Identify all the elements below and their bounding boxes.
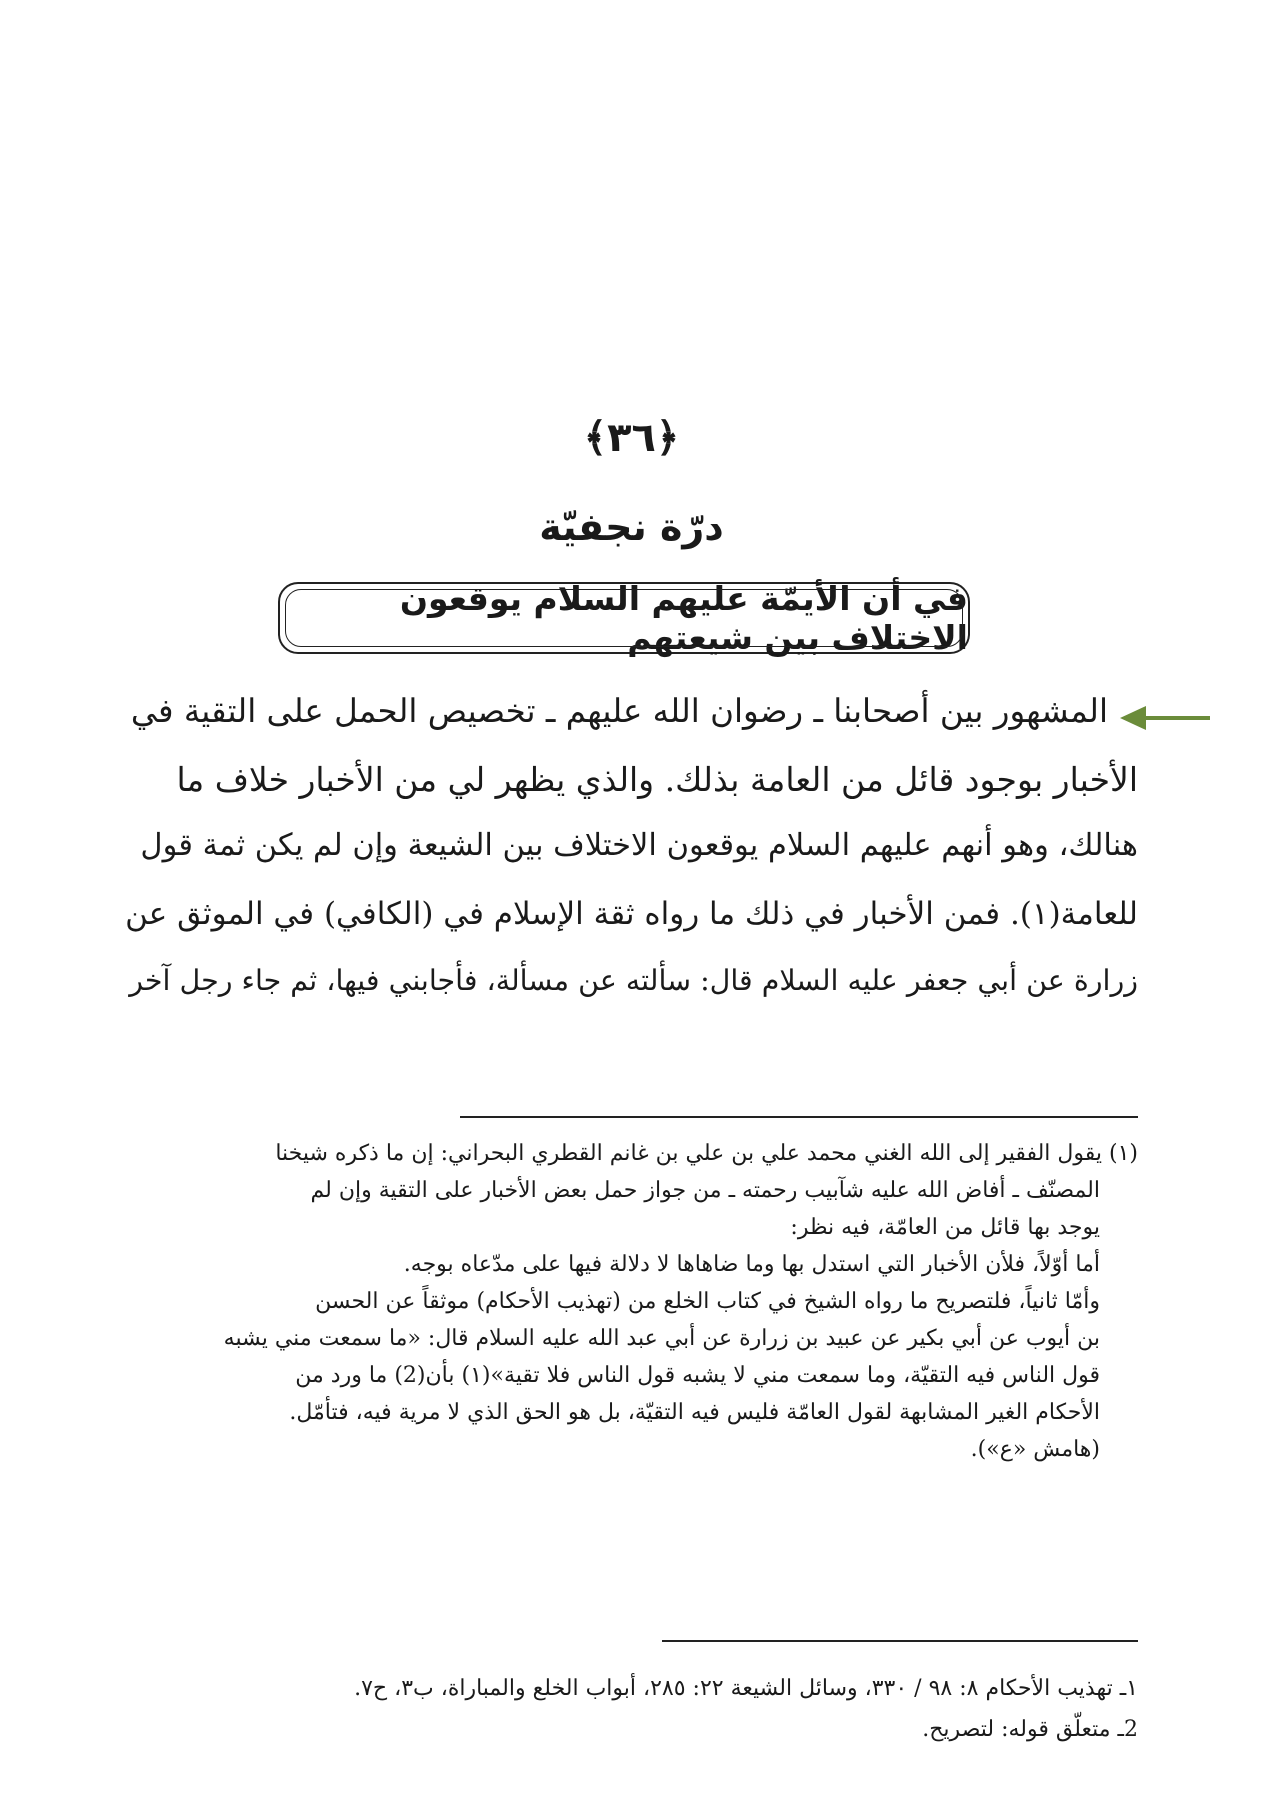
margin-note-line: بن أيوب عن أبي بكير عن عبيد بن زرارة عن أبي عبد الله عليه السلام قال: «ما سمعت مني يشبه — [223, 1326, 1100, 1351]
section-subtitle-box — [278, 579, 970, 657]
body-paragraph-line: زرارة عن أبي جعفر عليه السلام قال: سألته عن مسألة، فأجابني فيها، ثم جاء رجل آخر — [129, 964, 1138, 997]
section-number: ﴿٣٦﴾ — [583, 415, 680, 461]
footnote: ١ـ تهذيب الأحكام ٨: ٩٨ / ٣٣٠، وسائل الشيعة ٢٢: ٢٨٥، أبواب الخلع والمباراة، ب٣، ح٧. — [354, 1676, 1138, 1701]
margin-note-line: أما أوّلاً، فلأن الأخبار التي استدل بها وما ضاهاها لا دلالة فيها على مدّعاه بوجه. — [403, 1252, 1100, 1277]
footnote-divider — [662, 1640, 1138, 1642]
margin-note-line: (هامش «ع»). — [970, 1437, 1100, 1462]
body-paragraph-line: الأخبار بوجود قائل من العامة بذلك. والذي يظهر لي من الأخبار خلاف ما — [176, 760, 1138, 799]
margin-note-line: وأمّا ثانياً، فلتصريح ما رواه الشيخ في كتاب الخلع من (تهذيب الأحكام) موثقاً عن الحسن — [315, 1289, 1100, 1314]
section-title: درّة نجفيّة — [539, 505, 724, 549]
body-paragraph-line: للعامة(١). فمن الأخبار في ذلك ما رواه ثقة الإسلام في (الكافي) في الموثق عن — [125, 896, 1138, 932]
margin-note-line: المصنّف ـ أفاض الله عليه شآبيب رحمته ـ من جواز حمل بعض الأخبار على التقية وإن لم — [310, 1178, 1100, 1203]
body-paragraph-line: هنالك، وهو أنهم عليهم السلام يوقعون الاختلاف بين الشيعة وإن لم يكن ثمة قول — [140, 828, 1138, 863]
margin-note-line: الأحكام الغير المشابهة لقول العامّة فليس فيه التقيّة، بل هو الحق الذي لا مرية فيه، فتأمّل. — [289, 1400, 1100, 1425]
margin-note-line: يوجد بها قائل من العامّة، فيه نظر: — [790, 1215, 1100, 1240]
body-paragraph-line: المشهور بين أصحابنا ـ رضوان الله عليهم ـ تخصيص الحمل على التقية في — [130, 692, 1108, 730]
margin-note-line: قول الناس فيه التقيّة، وما سمعت مني لا يشبه قول الناس فلا تقية»(١) بأن(2) ما ورد من — [295, 1363, 1100, 1388]
section-subtitle: في أن الأيمّة عليهم السلام يوقعون الاختلاف بين شيعتهم — [399, 579, 968, 657]
footnote: 2ـ متعلّق قوله: لتصريح. — [922, 1717, 1138, 1742]
note-divider — [460, 1116, 1138, 1118]
arrow-left-icon — [1120, 704, 1212, 732]
margin-note-line: (١) يقول الفقير إلى الله الغني محمد علي بن علي بن غانم القطري البحراني: إن ما ذكره شيخنا — [275, 1141, 1138, 1166]
